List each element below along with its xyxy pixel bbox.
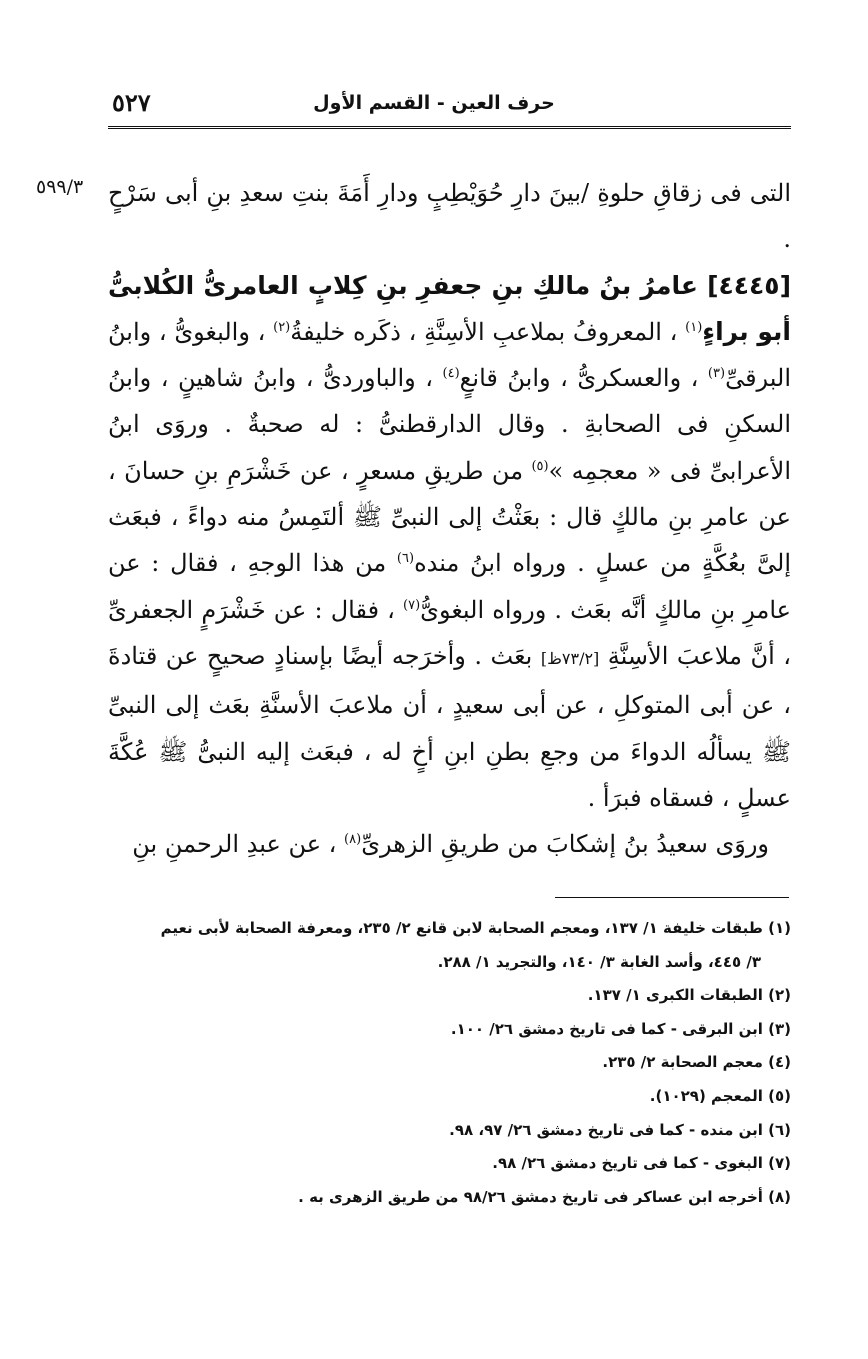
narration-text: ، عن عبدِ الرحمنِ بنِ [132, 830, 345, 859]
footnote-marker: (٢) [273, 319, 291, 335]
narration-text: وروَى سعيدُ بنُ إشكابَ من طريقِ الزهرىِّ [361, 830, 769, 859]
narration-paragraph [108, 821, 791, 867]
footnote-7: (٧) البغوى - كما فى تاريخ دمشق ٢٦/ ٩٨. [492, 1154, 791, 1173]
header-rule [108, 126, 791, 129]
entry-text: ، المعروفُ بملاعبِ الأسِنَّةِ ، ذكَره خليفةُ [290, 317, 686, 346]
footnote-1 [108, 912, 791, 979]
running-head-title: حرف العين - القسم الأول [313, 92, 555, 114]
main-text [108, 170, 791, 867]
footnote-2: (٢) الطبقات الكبرى ١/ ١٣٧. [587, 986, 791, 1005]
footnote-marker: (٨) [344, 832, 362, 848]
entry-text: ، والبغوىُّ ، وابنُ البرقىِّ [108, 317, 792, 393]
footnote-continuation: ٣/ ٤٤٥، وأسد الغابة ٣/ ١٤٠، والتجريد ١/ ٢٨٨. [437, 952, 761, 971]
footnote-marker: (٣) [707, 366, 726, 382]
footnote-text: (١) طبقات خليفة ١/ ١٣٧، ومعجم الصحابة لابن قانع ٢/ ٢٣٥، ومعرفة الصحابة لأبى نعيم [160, 919, 791, 937]
footnote-marker: (٤) [442, 366, 460, 382]
footnote-marker: (١) [685, 319, 703, 335]
entry-heading: [٤٤٤٥] عامرُ بنُ مالكِ بنِ جعفرِ بنِ كِلابٍ العامرىُّ الكُلابىُّ [108, 270, 791, 300]
footnote-3: (٣) ابن البرقى - كما فى تاريخ دمشق ٢٦/ ١٠٠. [450, 1019, 791, 1038]
entry-text: من هذا الوجهِ ، فقال : عن عامرِ بنِ مالكٍ أنَّه بعَث . ورواه البغوىُّ [108, 549, 792, 624]
entry-text: ، والعسكرىُّ ، وابنُ قانعٍ [459, 364, 708, 393]
entry-paragraph [108, 263, 791, 822]
page-number: ٥٢٧ [112, 88, 151, 117]
footnote-8: (٨) أخرجه ابن عساكر فى تاريخ دمشق ٩٨/٢٦ من طريق الزهرى به . [298, 1187, 791, 1206]
footnote-6: (٦) ابن منده - كما فى تاريخ دمشق ٢٦/ ٩٧، ٩٨. [449, 1120, 791, 1139]
footnote-marker: (٦) [396, 551, 415, 567]
footnote-5: (٥) المعجم (١٠٢٩). [649, 1086, 791, 1105]
manuscript-folio-marker: [٧٣/٢ظ] [540, 648, 600, 668]
entry-text: ، والباوردىُّ ، وابنُ شاهينٍ ، وابنُ السكنِ فى الصحابةِ . وقال الدارقطنىُّ : له صحبةٌ . وروَى ابنُ الأعرابىِّ فى « معجمِه » [108, 364, 791, 485]
entry-text: من طريقِ مسعرٍ ، عن خَشْرَمِ بنِ حسانَ ، عن عامرِ بنِ مالكٍ قال : بعَثْتُ إلى النبىِّ ﷺ ألتَمِسُ منه دواءً ، فبعَث إلىَّ بعُكَّةٍ من عسلٍ . ورواه ابنُ منده [108, 456, 791, 578]
margin-volume-page-reference: ٥٩٩/٣ [36, 176, 84, 198]
entry-kunya: أبو براءٍ [702, 316, 791, 346]
footnote-separator [555, 897, 789, 898]
entry-text: ، فقال : عن خَشْرَمٍ الجعفرىِّ ، أنَّ ملاعبَ الأسِنَّةِ [108, 595, 791, 670]
footnote-4: (٤) معجم الصحابة ٢/ ٢٣٥. [602, 1053, 791, 1072]
footnote-marker: (٥) [531, 458, 549, 474]
entry-text: بعَث . وأخرَجه أيضًا بإسنادٍ صحيحٍ عن قتادةَ ، عن أبى المتوكلِ ، عن أبى سعيدٍ ، أن ملاعبَ الأسنَّةِ بعَث إلى النبىِّ ﷺ يسألُه الدواءَ من وجعِ بطنِ ابنِ أخٍ له ، فبعَث إليه النبىُّ ﷺ عُكَّةَ عسلٍ ، فسقاه فبرَأ . [108, 641, 791, 812]
footnote-marker: (٧) [403, 597, 421, 613]
footnotes [108, 912, 791, 1214]
continuation-line: التى فى زقاقِ حلوةِ /بينَ دارِ حُوَيْطِبٍ ودارِ أَمَةَ بنتِ سعدِ بنِ أبى سَرْحٍ . [108, 179, 791, 254]
